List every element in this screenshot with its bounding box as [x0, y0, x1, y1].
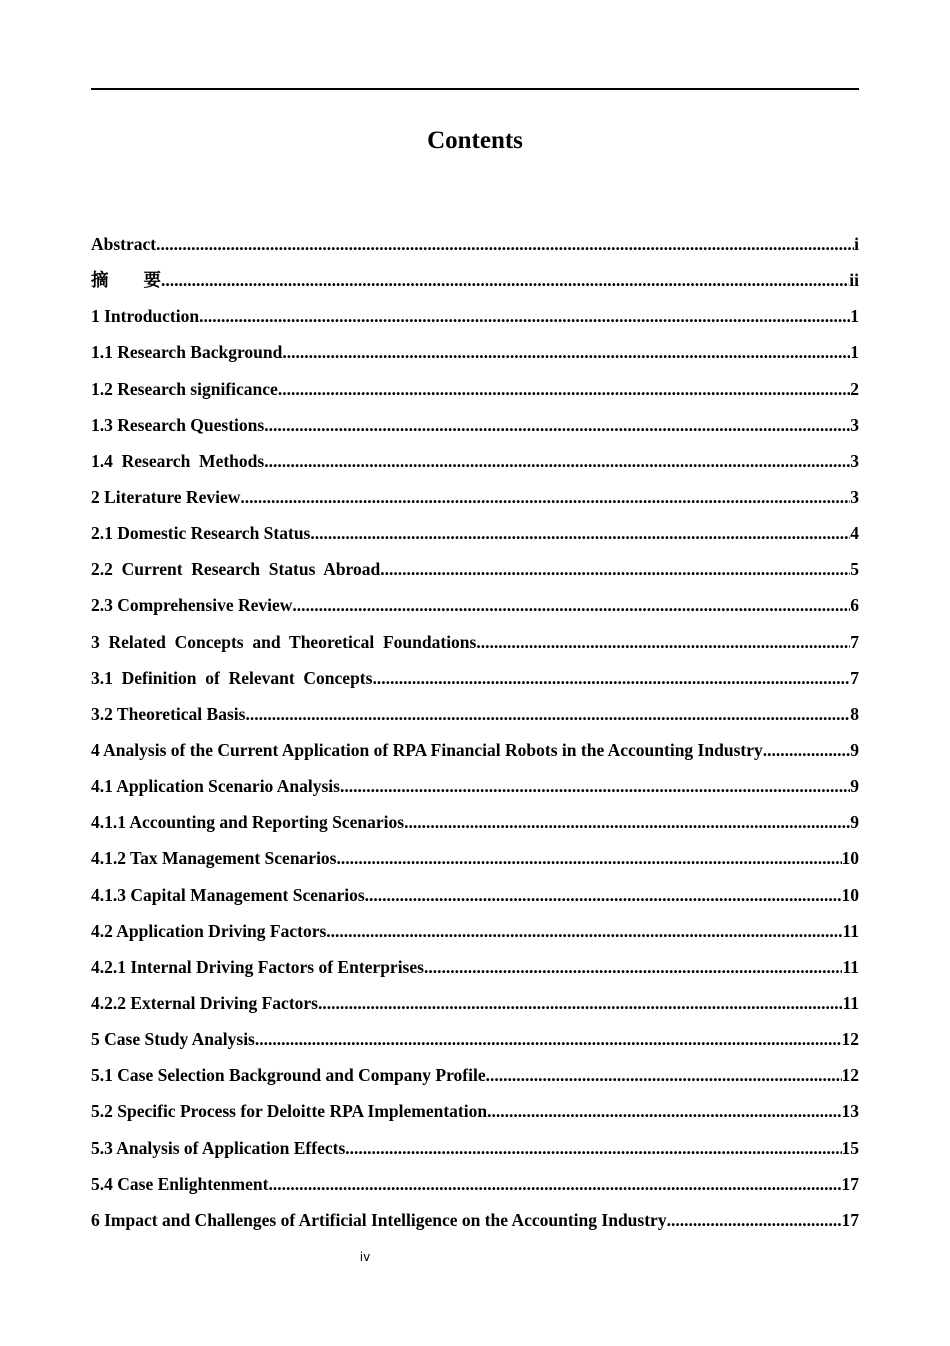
toc-dot-leader — [318, 985, 842, 1021]
toc-entry[interactable] — [91, 1057, 859, 1093]
toc-dot-leader — [292, 587, 850, 623]
toc-dot-leader — [667, 1202, 842, 1238]
toc-entry-page: 6 — [850, 595, 859, 616]
toc-entry-title: 1.3 Research Questions — [91, 414, 265, 435]
toc-entry-title: 5.1 Case Selection Background and Company Profile — [91, 1065, 486, 1086]
toc-entry[interactable] — [91, 732, 859, 768]
table-of-contents — [91, 226, 859, 1238]
toc-entry[interactable] — [91, 226, 859, 262]
toc-dot-leader — [310, 515, 850, 551]
toc-entry-title: 5.4 Case Enlightenment — [91, 1173, 269, 1194]
toc-dot-leader — [264, 443, 850, 479]
toc-entry-title: 3.2 Theoretical Basis — [91, 703, 246, 724]
toc-entry-page: 13 — [841, 1101, 859, 1122]
toc-entry[interactable] — [91, 298, 859, 334]
toc-entry-title: 1.2 Research significance — [91, 378, 278, 399]
toc-dot-leader — [240, 479, 850, 515]
toc-entry-title: 4.2.2 External Driving Factors — [91, 992, 318, 1013]
toc-entry-page: 15 — [841, 1137, 859, 1158]
toc-dot-leader — [365, 877, 842, 913]
toc-entry-page: ii — [849, 270, 859, 291]
toc-entry-page: 1 — [850, 306, 859, 327]
toc-dot-leader — [161, 262, 849, 298]
toc-entry[interactable] — [91, 913, 859, 949]
toc-entry-page: 11 — [842, 920, 859, 941]
toc-entry-page: 4 — [850, 523, 859, 544]
toc-entry-page: 3 — [850, 486, 859, 507]
toc-entry-title: 1.4 Research Methods — [91, 450, 265, 471]
toc-entry-title: 5.3 Analysis of Application Effects — [91, 1137, 346, 1158]
toc-dot-leader — [156, 226, 854, 262]
toc-dot-leader — [255, 1021, 842, 1057]
toc-entry[interactable] — [91, 768, 859, 804]
toc-entry-title: 5 Case Study Analysis — [91, 1029, 255, 1050]
toc-entry-title: 4.1 Application Scenario Analysis — [91, 776, 340, 797]
toc-entry-page: 11 — [842, 956, 859, 977]
toc-entry[interactable] — [91, 1021, 859, 1057]
toc-entry-title: 4.2.1 Internal Driving Factors of Enterprises — [91, 956, 424, 977]
toc-entry-title: 4.1.1 Accounting and Reporting Scenarios — [91, 812, 405, 833]
toc-dot-leader — [264, 407, 850, 443]
toc-entry[interactable] — [91, 1130, 859, 1166]
toc-entry-title: 1.1 Research Background — [91, 342, 283, 363]
toc-dot-leader — [380, 551, 850, 587]
toc-entry[interactable] — [91, 696, 859, 732]
toc-entry-title: Abstract — [91, 234, 157, 254]
toc-entry-page: 3 — [850, 450, 859, 471]
toc-entry[interactable] — [91, 949, 859, 985]
toc-dot-leader — [278, 371, 850, 407]
toc-dot-leader — [199, 298, 850, 334]
toc-dot-leader — [424, 949, 843, 985]
toc-entry[interactable] — [91, 587, 859, 623]
toc-entry-page: 2 — [850, 378, 859, 399]
toc-entry-page: 3 — [850, 414, 859, 435]
toc-entry-title: 4.1.2 Tax Management Scenarios — [91, 848, 337, 869]
toc-entry-title: 2 Literature Review — [91, 486, 241, 507]
toc-dot-leader — [486, 1057, 842, 1093]
toc-dot-leader — [326, 913, 842, 949]
toc-entry[interactable] — [91, 1093, 859, 1129]
toc-dot-leader — [404, 804, 850, 840]
toc-entry-title: 1 Introduction — [91, 306, 200, 327]
toc-entry-page: 17 — [841, 1173, 859, 1194]
toc-entry-title: 3.1 Definition of Relevant Concepts — [91, 667, 373, 688]
toc-dot-leader — [337, 840, 842, 876]
header-rule — [91, 88, 859, 90]
toc-entry-title: 4 Analysis of the Current Application of RPA Financial Robots in the Accounting Industry — [91, 739, 763, 760]
toc-dot-leader — [763, 732, 851, 768]
toc-entry-page: 9 — [850, 739, 859, 760]
toc-dot-leader — [372, 660, 850, 696]
toc-entry[interactable] — [91, 443, 859, 479]
toc-dot-leader — [345, 1130, 841, 1166]
toc-entry-page: 9 — [850, 812, 859, 833]
toc-dot-leader — [476, 624, 850, 660]
footer-page-number: iv — [359, 1250, 371, 1264]
toc-entry[interactable] — [91, 804, 859, 840]
toc-dot-leader — [487, 1093, 841, 1129]
toc-entry-page: 12 — [841, 1065, 859, 1086]
toc-entry-title: 5.2 Specific Process for Deloitte RPA Implementation — [91, 1101, 488, 1122]
toc-dot-leader — [245, 696, 850, 732]
toc-entry-page: 1 — [850, 342, 859, 363]
toc-entry-title: 2.2 Current Research Status Abroad — [91, 559, 381, 580]
toc-entry-page: 9 — [850, 776, 859, 797]
toc-entry[interactable] — [91, 1166, 859, 1202]
toc-entry-page: 17 — [841, 1209, 859, 1230]
toc-entry-title: 6 Impact and Challenges of Artificial Intelligence on the Accounting Industry — [91, 1209, 667, 1230]
toc-entry-title: 3 Related Concepts and Theoretical Foundations — [91, 631, 477, 652]
toc-entry[interactable] — [91, 371, 859, 407]
toc-entry[interactable] — [91, 262, 859, 298]
toc-entry[interactable] — [91, 551, 859, 587]
toc-entry-page: 10 — [841, 848, 859, 869]
toc-entry[interactable] — [91, 407, 859, 443]
toc-entry-page: 7 — [850, 631, 859, 652]
toc-entry-title: 4.1.3 Capital Management Scenarios — [91, 884, 365, 905]
toc-entry-page: 11 — [842, 992, 859, 1013]
toc-entry-page: 5 — [850, 559, 859, 580]
toc-entry-title: 4.2 Application Driving Factors — [91, 920, 327, 941]
toc-entry[interactable] — [91, 840, 859, 876]
toc-entry-title: 2.1 Domestic Research Status — [91, 523, 311, 544]
page-title: Contents — [427, 127, 523, 154]
toc-entry[interactable] — [91, 660, 859, 696]
toc-entry-page: 10 — [841, 884, 859, 905]
toc-entry-title: 摘 要 — [91, 270, 161, 291]
toc-entry-page: i — [854, 234, 859, 254]
toc-entry[interactable] — [91, 985, 859, 1021]
toc-entry-title: 2.3 Comprehensive Review — [91, 595, 293, 616]
toc-entry-page: 8 — [850, 703, 859, 724]
toc-entry[interactable] — [91, 1202, 859, 1238]
toc-dot-leader — [268, 1166, 841, 1202]
toc-dot-leader — [340, 768, 850, 804]
toc-entry-page: 12 — [841, 1029, 859, 1050]
toc-entry[interactable] — [91, 624, 859, 660]
toc-entry[interactable] — [91, 515, 859, 551]
toc-entry[interactable] — [91, 334, 859, 370]
toc-entry[interactable] — [91, 479, 859, 515]
toc-entry[interactable] — [91, 877, 859, 913]
toc-dot-leader — [282, 334, 850, 370]
toc-entry-page: 7 — [850, 667, 859, 688]
